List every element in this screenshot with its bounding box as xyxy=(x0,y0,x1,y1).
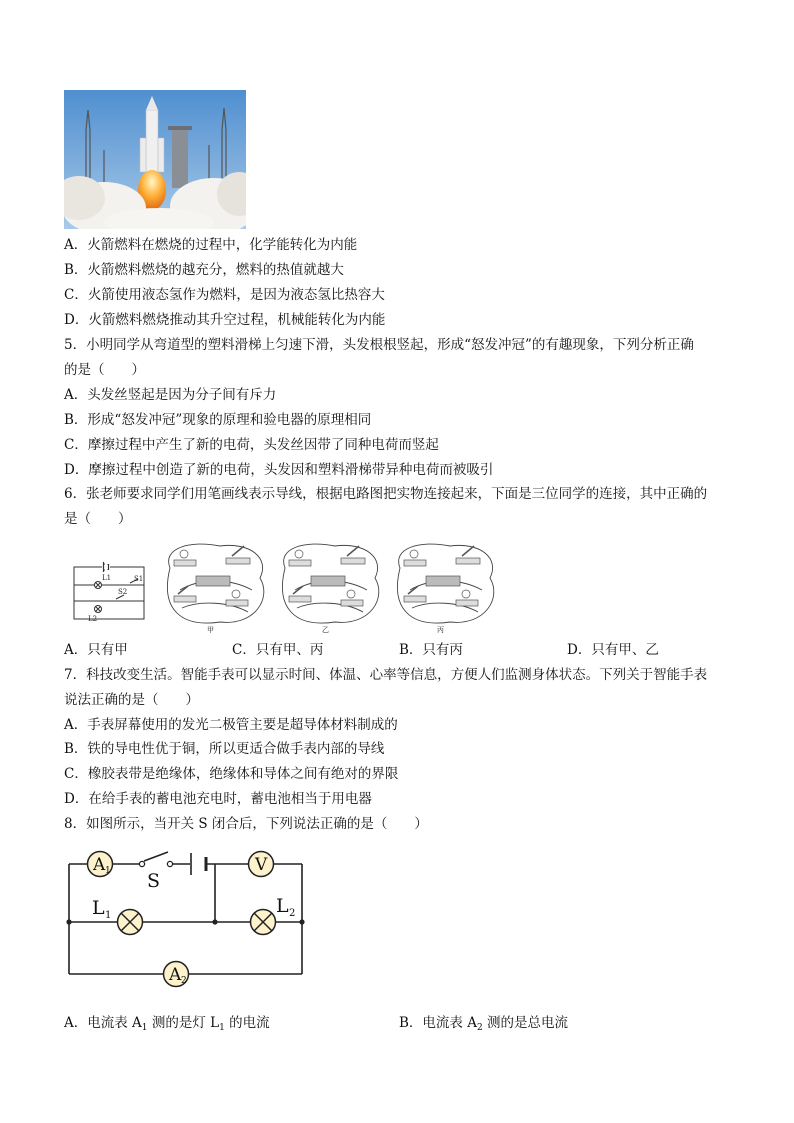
ammeter-a2-letter: A xyxy=(169,965,182,985)
q5-stem-line1: 5．小明同学从弯道型的塑料滑梯上匀速下滑，头发根根竖起，形成“怒发冲冠”的有趣现象，下列分析正确 xyxy=(64,337,694,353)
q8-option-a: A．电流表 $A_1$ 测的是灯 $L_1$ 的电流 xyxy=(64,1015,270,1033)
wiring-panel xyxy=(167,544,263,623)
q7-stem-line2: 说法正确的是（ ） xyxy=(64,692,199,708)
q6-wiring-panels xyxy=(160,538,496,638)
panel-caption-yi: 乙 xyxy=(322,626,329,634)
lamp-l2-letter: L xyxy=(276,895,289,917)
q5-stem-line2: 的是（ ） xyxy=(64,362,145,378)
q6-stem-line1: 6．张老师要求同学们用笔画线表示导线，根据电路图把实物连接起来，下面是三位同学的连接，其中正确的 xyxy=(64,486,708,502)
q7-stem-line1: 7．科技改变生活。智能手表可以显示时间、体温、心率等信息，方便人们监测身体状态。下列关于智能手表 xyxy=(64,667,708,683)
rocket-launch-photo xyxy=(64,90,246,229)
q8-stem: 8．如图所示，当开关 S 闭合后，下列说法正确的是（ ） xyxy=(64,816,428,832)
schematic-s1-label: S1 xyxy=(134,575,144,583)
q5-option-b: B．形成“怒发冲冠”现象的原理和验电器的原理相同 xyxy=(64,412,372,428)
q5-option-d: D．摩擦过程中创造了新的电荷，头发因和塑料滑梯带异种电荷而被吸引 xyxy=(64,462,494,478)
panel-caption-bing: 丙 xyxy=(437,626,444,634)
q6-circuit-schematic xyxy=(68,555,160,630)
schematic-l1-label: L1 xyxy=(102,574,112,582)
ammeter-a1-letter: A xyxy=(93,855,106,875)
q4-option-a: A．火箭燃料在燃烧的过程中，化学能转化为内能 xyxy=(64,237,358,253)
q6-option-a: A．只有甲 xyxy=(64,642,128,658)
schematic-l2-label: L2 xyxy=(88,615,98,623)
q7-option-b: B．铁的导电性优于铜，所以更适合做手表内部的导线 xyxy=(64,741,385,757)
q6-stem-line2: 是（ ） xyxy=(64,511,132,527)
switch-s-label: S xyxy=(147,870,161,892)
q4-option-c: C．火箭使用液态氢作为燃料，是因为液态氢比热容大 xyxy=(64,287,385,303)
q5-option-c: C．摩擦过程中产生了新的电荷，头发丝因带了同种电荷而竖起 xyxy=(64,437,439,453)
q8-circuit-diagram xyxy=(60,840,310,990)
q4-option-d: D．火箭燃料燃烧推动其升空过程，机械能转化为内能 xyxy=(64,312,386,328)
ammeter-a2-subscript: 2 xyxy=(181,976,187,986)
lamp-l1-subscript: 1 xyxy=(105,910,112,921)
q8-option-b: B．电流表 $A_2$ 测的是总电流 xyxy=(399,1015,568,1033)
panel-caption-jia: 甲 xyxy=(207,626,214,634)
q4-option-b: B．火箭燃料燃烧的越充分，燃料的热值就越大 xyxy=(64,262,344,278)
lamp-l2-subscript: 2 xyxy=(289,908,296,919)
q6-option-c: C．只有甲、丙 xyxy=(232,642,324,658)
q7-option-d: D．在给手表的蓄电池充电时，蓄电池相当于用电器 xyxy=(64,791,372,807)
ammeter-a1-subscript: 1 xyxy=(105,866,111,876)
q7-option-c: C．橡胶表带是绝缘体，绝缘体和导体之间有绝对的界限 xyxy=(64,766,399,782)
q5-option-a: A．头发丝竖起是因为分子间有斥力 xyxy=(64,387,277,403)
voltmeter-label: V xyxy=(255,855,268,875)
q6-option-b: B．只有丙 xyxy=(399,642,463,658)
schematic-s2-label: S2 xyxy=(118,588,128,596)
q6-option-d: D．只有甲、乙 xyxy=(567,642,659,658)
q7-option-a: A．手表屏幕使用的发光二极管主要是超导体材料制成的 xyxy=(64,717,398,733)
lamp-l1-letter: L xyxy=(92,897,105,919)
